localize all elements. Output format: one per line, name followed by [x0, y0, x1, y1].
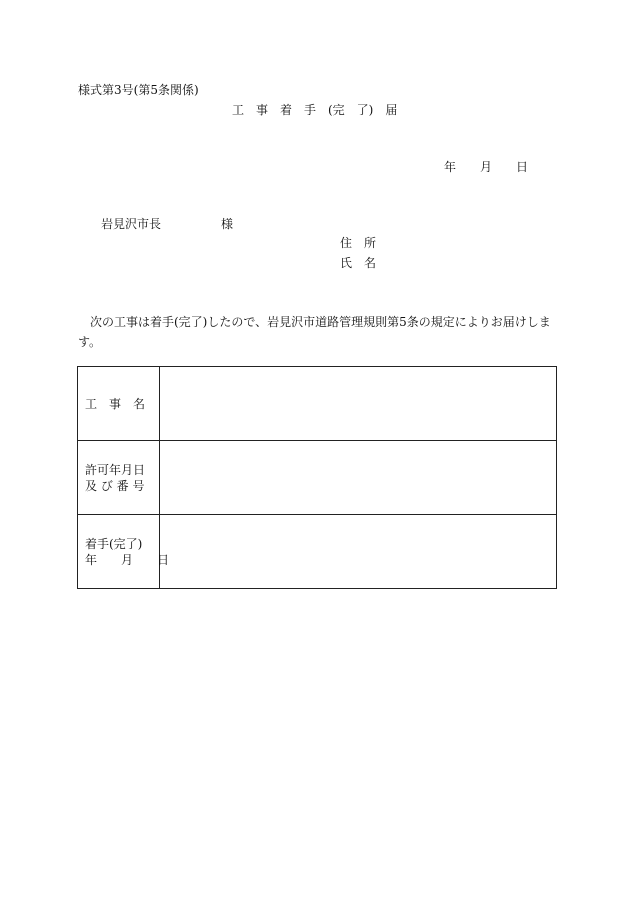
- label-permit-date-number: [78, 441, 160, 515]
- body-text-line-2: す。: [78, 335, 102, 349]
- table-row-permit: [78, 441, 557, 515]
- name-label: 氏 名: [340, 256, 377, 270]
- label-line: 年 月 日: [85, 552, 170, 567]
- document-title: 工 事 着 手 (完 了) 届: [232, 103, 398, 117]
- date-line: 年 月 日: [444, 160, 529, 174]
- value-start-completion-date[interactable]: [160, 515, 557, 589]
- label-start-completion-date: [78, 515, 170, 589]
- label-line: 許可年月日: [85, 462, 146, 477]
- addressee: 岩見沢市長 様: [101, 217, 234, 231]
- form-number: 様式第3号(第5条関係): [78, 83, 199, 97]
- table-row-start-completion: [78, 515, 557, 589]
- label-line: 及 び 番 号: [85, 478, 145, 493]
- body-text: [78, 312, 560, 352]
- info-table: [77, 366, 557, 589]
- value-permit-date-number[interactable]: [160, 441, 557, 515]
- body-text-line-1: 次の工事は着手(完了)したので、岩見沢市道路管理規則第5条の規定によりお届けしま: [90, 315, 551, 329]
- label-construction-name: [78, 367, 160, 441]
- value-construction-name[interactable]: [160, 367, 557, 441]
- table-row-construction-name: [78, 367, 557, 441]
- label-line: 工 事 名: [85, 396, 146, 411]
- label-line: 着手(完了): [85, 536, 143, 551]
- address-label: 住 所: [340, 236, 377, 250]
